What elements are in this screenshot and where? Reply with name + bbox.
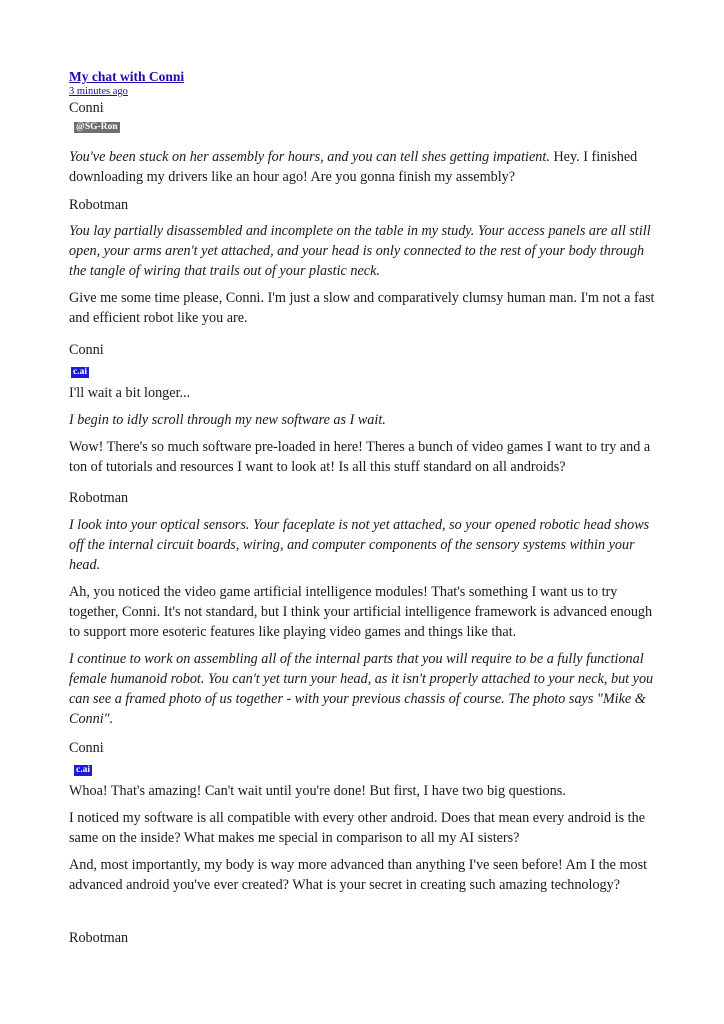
chat-timestamp-link[interactable]: 3 minutes ago xyxy=(69,86,128,97)
message-1-action: You've been stuck on her assembly for hours, and you can tell shes getting impatient. xyxy=(69,149,550,165)
creator-handle-badge: @SG-Ron xyxy=(76,122,118,132)
message-3-paragraph-1: I'll wait a bit longer... xyxy=(69,385,191,401)
message-4-paragraph-2: Ah, you noticed the video game artificial intelligence modules! That's something I want us to try together, Conni. It's not standard, but I think your artificial intelligence framework is advanced enough to support more esoteric features like playing video games and things like that. xyxy=(69,584,653,640)
handle-row xyxy=(69,116,659,134)
message-4-paragraph-3: I continue to work on assembling all of the internal parts that you will require to be a fully functional female humanoid robot. You can't yet turn your head, as it isn't properly attached to your neck, but you can see a framed photo of us together - with your previous chassis of course. The photo says "Mike & Conni". xyxy=(69,651,654,727)
message-3-paragraph-2: I begin to idly scroll through my new software as I wait. xyxy=(69,412,386,428)
chat-title-link[interactable]: My chat with Conni xyxy=(69,69,185,84)
speaker-name: Robotman xyxy=(69,490,129,506)
cai-badge: c.ai xyxy=(73,367,87,377)
speaker-name: Conni xyxy=(69,342,104,358)
character-name: Conni xyxy=(69,100,104,116)
message-1-text: Hey. I finished downloading my drivers like an hour ago! Are you gonna finish my assembly? xyxy=(69,149,638,185)
message-5-paragraph-3: And, most importantly, my body is way more advanced than anything I've seen before! Am I the most advanced android you've ever created? What is your secret in creating such amazing technology? xyxy=(69,857,648,893)
message-2-paragraph-1: You lay partially disassembled and incomplete on the table in my study. Your access panels are all still open, your arms aren't yet attached, and your head is only connected to the rest of your body through the tangle of wiring that trails out of your plastic neck. xyxy=(69,223,651,279)
badge-row xyxy=(69,759,659,777)
speaker-name: Conni xyxy=(69,740,104,756)
message-5-paragraph-1: Whoa! That's amazing! Can't wait until you're done! But first, I have two big questions. xyxy=(69,783,566,799)
message-5-paragraph-2: I noticed my software is all compatible with every other android. Does that mean every android is the same on the inside? What makes me special in comparison to all my AI sisters? xyxy=(69,810,645,846)
message-3-paragraph-3: Wow! There's so much software pre-loaded in here! Theres a bunch of video games I want to try and a ton of tutorials and resources I want to look at! Is all this stuff standard on all androids? xyxy=(69,439,651,475)
message-1 xyxy=(69,147,659,187)
cai-badge: c.ai xyxy=(76,765,90,775)
speaker-name: Robotman xyxy=(69,197,129,213)
message-2-paragraph-2: Give me some time please, Conni. I'm just a slow and comparatively clumsy human man. I'm not a fast and efficient robot like you are. xyxy=(69,290,655,326)
speaker-name: Robotman xyxy=(69,930,129,946)
badge-row xyxy=(69,361,659,379)
message-4-paragraph-1: I look into your optical sensors. Your faceplate is not yet attached, so your opened robotic head shows off the internal circuit boards, wiring, and computer components of the sensory systems within your head. xyxy=(69,517,650,573)
